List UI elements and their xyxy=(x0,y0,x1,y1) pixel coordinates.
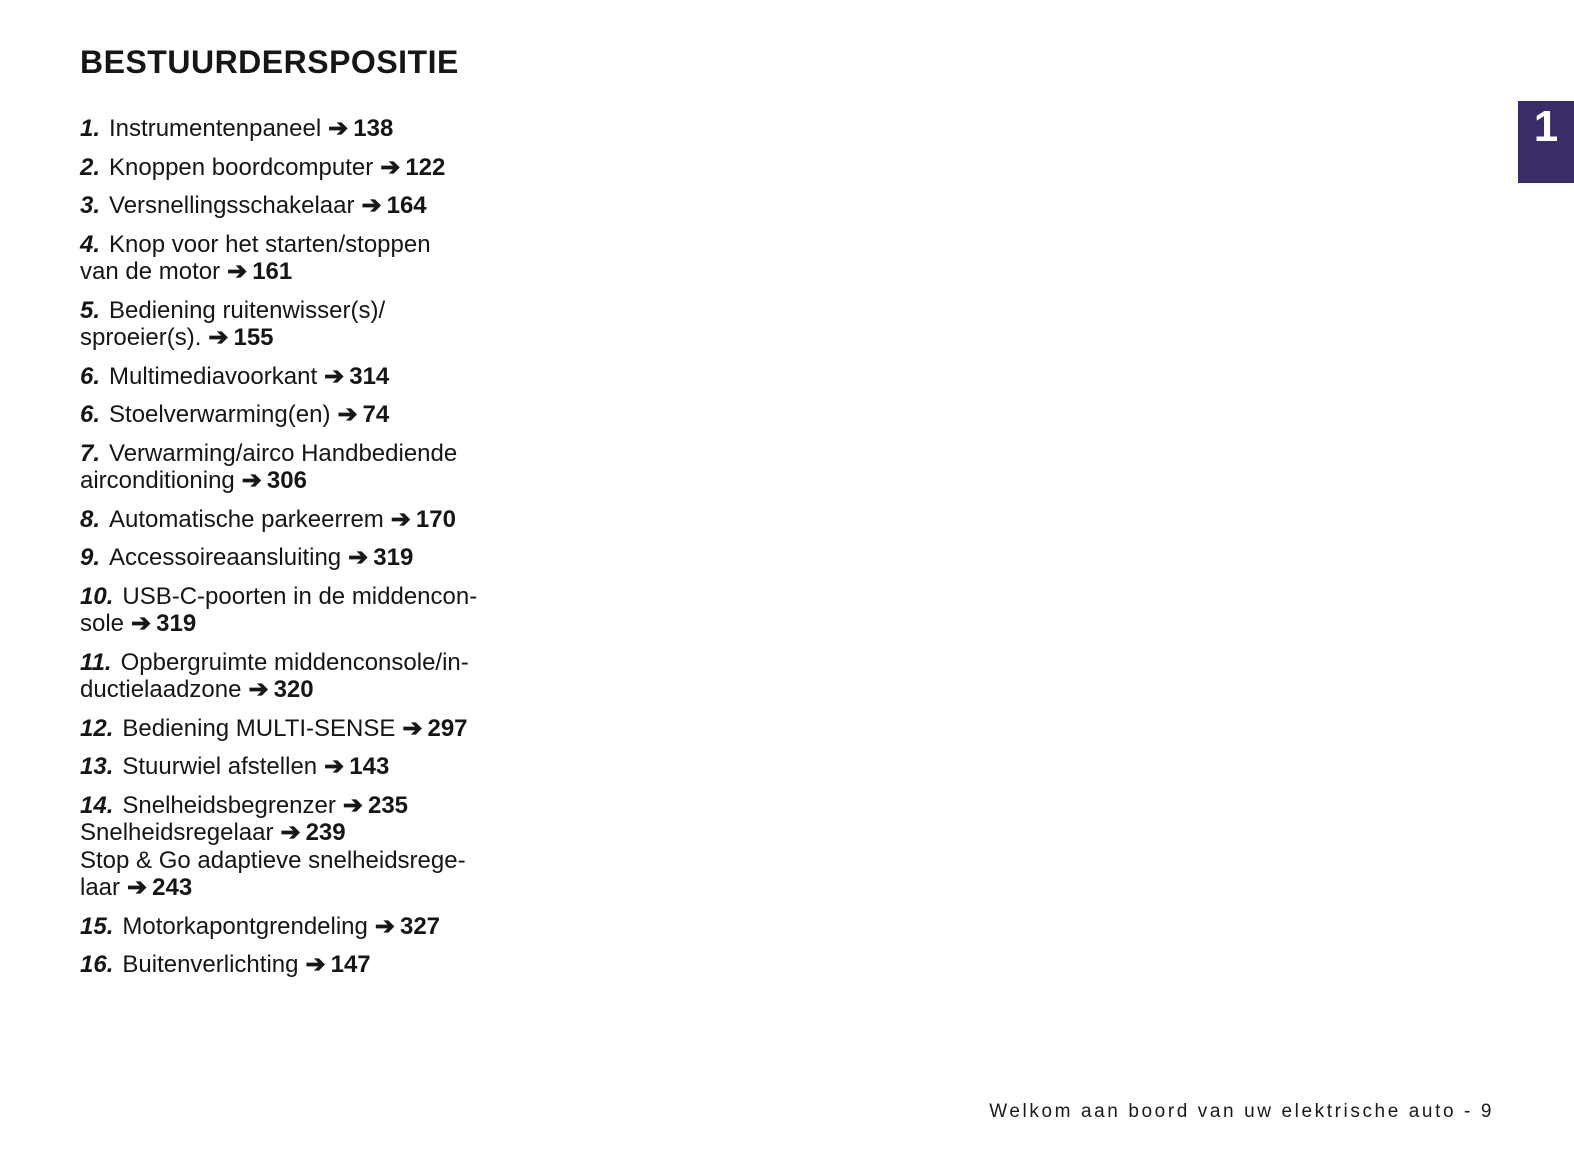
toc-line xyxy=(80,154,550,182)
arrow-right-icon: ➔ xyxy=(337,401,358,428)
page-number: 143 xyxy=(349,753,390,780)
toc-item xyxy=(80,363,550,391)
item-number: 6. xyxy=(80,401,101,428)
arrow-right-icon: ➔ xyxy=(127,874,148,901)
arrow-right-icon: ➔ xyxy=(324,362,345,390)
item-number: 11. xyxy=(80,648,112,676)
arrow-right-icon: ➔ xyxy=(342,791,363,819)
toc-line xyxy=(80,192,550,220)
item-text: sproeier(s). xyxy=(80,324,202,351)
arrow-right-icon: ➔ xyxy=(324,753,345,780)
toc-item xyxy=(80,297,550,352)
toc-line xyxy=(80,874,550,902)
toc-line xyxy=(80,258,550,286)
toc-line xyxy=(80,847,550,875)
page-number: 122 xyxy=(405,153,446,181)
item-number: 12. xyxy=(80,714,114,742)
toc-list xyxy=(80,115,550,979)
toc-item xyxy=(80,951,550,979)
page-number: 314 xyxy=(349,362,390,390)
item-number: 1. xyxy=(80,115,101,142)
toc-item xyxy=(80,715,550,743)
item-text: airconditioning xyxy=(80,467,235,494)
toc-line xyxy=(80,649,550,677)
toc-item xyxy=(80,506,550,534)
footer-text: Welkom aan boord van uw elektrische auto - 9 xyxy=(989,1101,1494,1122)
arrow-right-icon: ➔ xyxy=(248,676,269,703)
arrow-right-icon: ➔ xyxy=(208,324,229,351)
item-text: Buitenverlichting xyxy=(122,951,299,978)
item-text: van de motor xyxy=(80,258,221,285)
arrow-right-icon: ➔ xyxy=(402,714,423,742)
toc-line xyxy=(80,676,550,704)
toc-item xyxy=(80,583,550,638)
page-number: 161 xyxy=(252,258,293,285)
page-number: 235 xyxy=(367,791,409,819)
page-number: 297 xyxy=(427,714,468,742)
item-number: 13. xyxy=(80,753,114,780)
item-text: Verwarming/airco Handbediende xyxy=(109,439,458,467)
toc-item xyxy=(80,913,550,941)
arrow-right-icon: ➔ xyxy=(328,115,349,142)
toc-line xyxy=(80,913,550,941)
arrow-right-icon: ➔ xyxy=(131,610,152,637)
toc-line xyxy=(80,715,550,743)
item-text: Accessoireaansluiting xyxy=(109,544,342,571)
toc-item xyxy=(80,401,550,429)
item-text: Bediening MULTI-SENSE xyxy=(122,714,396,742)
page-number: 306 xyxy=(266,467,307,494)
item-text: Snelheidsbegrenzer xyxy=(122,791,336,819)
item-number: 3. xyxy=(80,192,101,219)
item-number: 16. xyxy=(80,951,114,978)
arrow-right-icon: ➔ xyxy=(305,951,326,978)
item-number: 8. xyxy=(80,505,101,533)
toc-line xyxy=(80,544,550,572)
toc-line xyxy=(80,363,550,391)
item-text: USB-C-poorten in de middencon- xyxy=(122,582,478,610)
page-number: 138 xyxy=(353,115,394,142)
toc-item xyxy=(80,115,550,143)
page-number: 74 xyxy=(362,401,390,428)
item-text: Instrumentenpaneel xyxy=(109,115,322,142)
arrow-right-icon: ➔ xyxy=(380,153,401,181)
toc-item xyxy=(80,792,550,902)
toc-line xyxy=(80,819,550,847)
item-number: 14. xyxy=(80,791,114,819)
item-text: Snelheidsregelaar xyxy=(80,819,274,846)
toc-line xyxy=(80,610,550,638)
item-text: Knop voor het starten/stoppen xyxy=(109,230,431,258)
item-text: ductielaadzone xyxy=(80,676,242,703)
toc-line xyxy=(80,440,550,468)
chapter-tab xyxy=(1518,101,1574,183)
item-text: Automatische parkeerrem xyxy=(109,505,384,533)
item-number: 7. xyxy=(80,439,101,467)
arrow-right-icon: ➔ xyxy=(348,544,369,571)
toc-line xyxy=(80,583,550,611)
toc-line xyxy=(80,401,550,429)
toc-line xyxy=(80,297,550,325)
arrow-right-icon: ➔ xyxy=(390,505,411,533)
page-number: 319 xyxy=(373,544,414,571)
item-text: Motorkapontgrendeling xyxy=(122,912,368,940)
page-number: 239 xyxy=(305,819,346,846)
arrow-right-icon: ➔ xyxy=(280,819,301,846)
item-number: 6. xyxy=(80,362,101,390)
toc-item xyxy=(80,231,550,286)
page-number: 320 xyxy=(273,676,314,703)
toc-line xyxy=(80,506,550,534)
arrow-right-icon: ➔ xyxy=(227,258,248,285)
toc-line xyxy=(80,231,550,259)
arrow-right-icon: ➔ xyxy=(241,467,262,494)
item-text: laar xyxy=(80,874,121,901)
chapter-number: 1 xyxy=(1533,102,1559,151)
item-text: Opbergruimte middenconsole/in- xyxy=(120,648,469,676)
toc-item xyxy=(80,753,550,781)
item-text: Knoppen boordcomputer xyxy=(109,153,374,181)
toc-line xyxy=(80,324,550,352)
toc-line xyxy=(80,753,550,781)
item-number: 15. xyxy=(80,912,114,940)
item-number: 9. xyxy=(80,544,101,571)
toc-line xyxy=(80,115,550,143)
toc-item xyxy=(80,154,550,182)
item-text: Stuurwiel afstellen xyxy=(122,753,318,780)
page-number: 319 xyxy=(156,610,197,637)
item-number: 4. xyxy=(80,230,101,258)
page-number: 164 xyxy=(386,192,427,219)
page-title: BESTUURDERSPOSITIE xyxy=(80,44,459,80)
page-number: 243 xyxy=(152,874,193,901)
arrow-right-icon: ➔ xyxy=(374,912,395,940)
item-text: Stoelverwarming(en) xyxy=(109,401,331,428)
item-text: Stop & Go adaptieve snelheidsrege- xyxy=(80,846,466,874)
item-text: Bediening ruitenwisser(s)/ xyxy=(109,296,386,324)
toc-item xyxy=(80,544,550,572)
item-number: 10. xyxy=(80,582,114,610)
toc-line xyxy=(80,467,550,495)
toc-line xyxy=(80,792,550,820)
item-text: sole xyxy=(80,610,125,637)
item-number: 5. xyxy=(80,296,101,324)
item-text: Multimediavoorkant xyxy=(109,362,318,390)
toc-item xyxy=(80,192,550,220)
arrow-right-icon: ➔ xyxy=(361,192,382,219)
page-number: 155 xyxy=(233,324,274,351)
page-number: 327 xyxy=(399,912,441,940)
page-number: 170 xyxy=(415,505,456,533)
toc-line xyxy=(80,951,550,979)
toc-item xyxy=(80,649,550,704)
main-content xyxy=(80,44,550,990)
page-number: 147 xyxy=(330,951,371,978)
item-text: Versnellingsschakelaar xyxy=(109,192,355,219)
toc-item xyxy=(80,440,550,495)
item-number: 2. xyxy=(80,153,101,181)
